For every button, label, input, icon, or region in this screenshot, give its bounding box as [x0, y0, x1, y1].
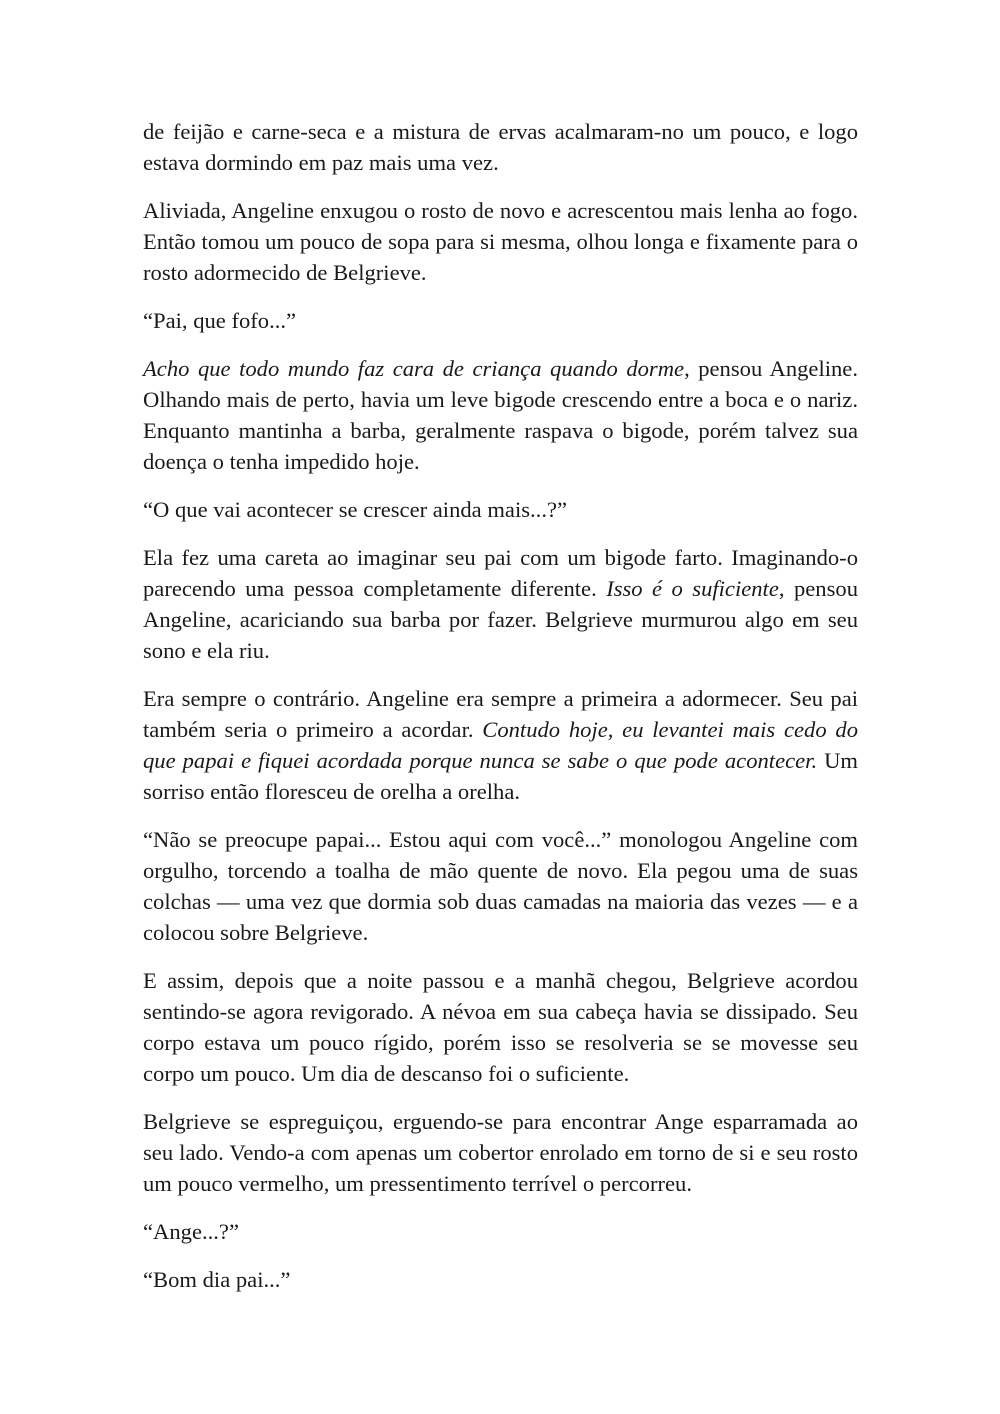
paragraph-text: , pensou Angeline. Olhando mais de perto, havia um leve bigode crescendo entre a boca e o nariz. Enquanto mantinha a barba, geralmente raspava o bigode, porém talvez sua doença o tenha impedido hoje. [143, 356, 858, 474]
paragraph-2: Aliviada, Angeline enxugou o rosto de novo e acrescentou mais lenha ao fogo. Então tomou um pouco de sopa para si mesma, olhou longa e fixamente para o rosto adormecido de Belgrieve. [143, 198, 858, 285]
document-page [143, 116, 858, 1312]
paragraph-7 [143, 683, 858, 807]
paragraph-text: , pensou Angeline, acariciando sua barba por fazer. Belgrieve murmurou algo em seu sono e ela riu. [143, 576, 858, 663]
italic-thought: Acho que todo mundo faz cara de criança quando dorme [143, 356, 685, 381]
paragraph-text: Era sempre o contrário. Angeline era sempre a primeira a adormecer. Seu pai também seria o primeiro a acordar. [143, 686, 858, 742]
paragraph-1: de feijão e carne-seca e a mistura de ervas acalmaram-no um pouco, e logo estava dormindo em paz mais uma vez. [143, 119, 858, 175]
italic-thought: Contudo hoje, eu levantei mais cedo do que papai e fiquei acordada porque nunca se sabe o que pode acontecer. [143, 717, 858, 773]
paragraph-text: Um sorriso então floresceu de orelha a orelha. [143, 748, 858, 804]
paragraph-10: Belgrieve se espreguiçou, erguendo-se para encontrar Ange esparramada ao seu lado. Vendo-a com apenas um cobertor enrolado em torno de si e seu rosto um pouco vermelho, um pressentimento terrível o percorreu. [143, 1109, 858, 1196]
dialogue-line-2: “O que vai acontecer se crescer ainda mais...?” [143, 497, 568, 522]
dialogue-line-3: “Ange...?” [143, 1219, 239, 1244]
dialogue-line-1: “Pai, que fofo...” [143, 308, 297, 333]
italic-thought: Isso é o suficiente [606, 576, 779, 601]
dialogue-line-4: “Bom dia pai...” [143, 1267, 291, 1292]
paragraph-8: “Não se preocupe papai... Estou aqui com você...” monologou Angeline com orgulho, torcendo a toalha de mão quente de novo. Ela pegou uma de suas colchas — uma vez que dormia sob duas camadas na maioria das vezes — e a colocou sobre Belgrieve. [143, 827, 858, 945]
paragraph-4 [143, 353, 858, 477]
paragraph-9: E assim, depois que a noite passou e a manhã chegou, Belgrieve acordou sentindo-se agora revigorado. A névoa em sua cabeça havia se dissipado. Seu corpo estava um pouco rígido, porém isso se resolveria se se movesse seu corpo um pouco. Um dia de descanso foi o suficiente. [143, 968, 858, 1086]
paragraph-text: Ela fez uma careta ao imaginar seu pai com um bigode farto. Imaginando-o parecendo uma pessoa completamente diferente. [143, 545, 858, 601]
paragraph-6 [143, 542, 858, 666]
